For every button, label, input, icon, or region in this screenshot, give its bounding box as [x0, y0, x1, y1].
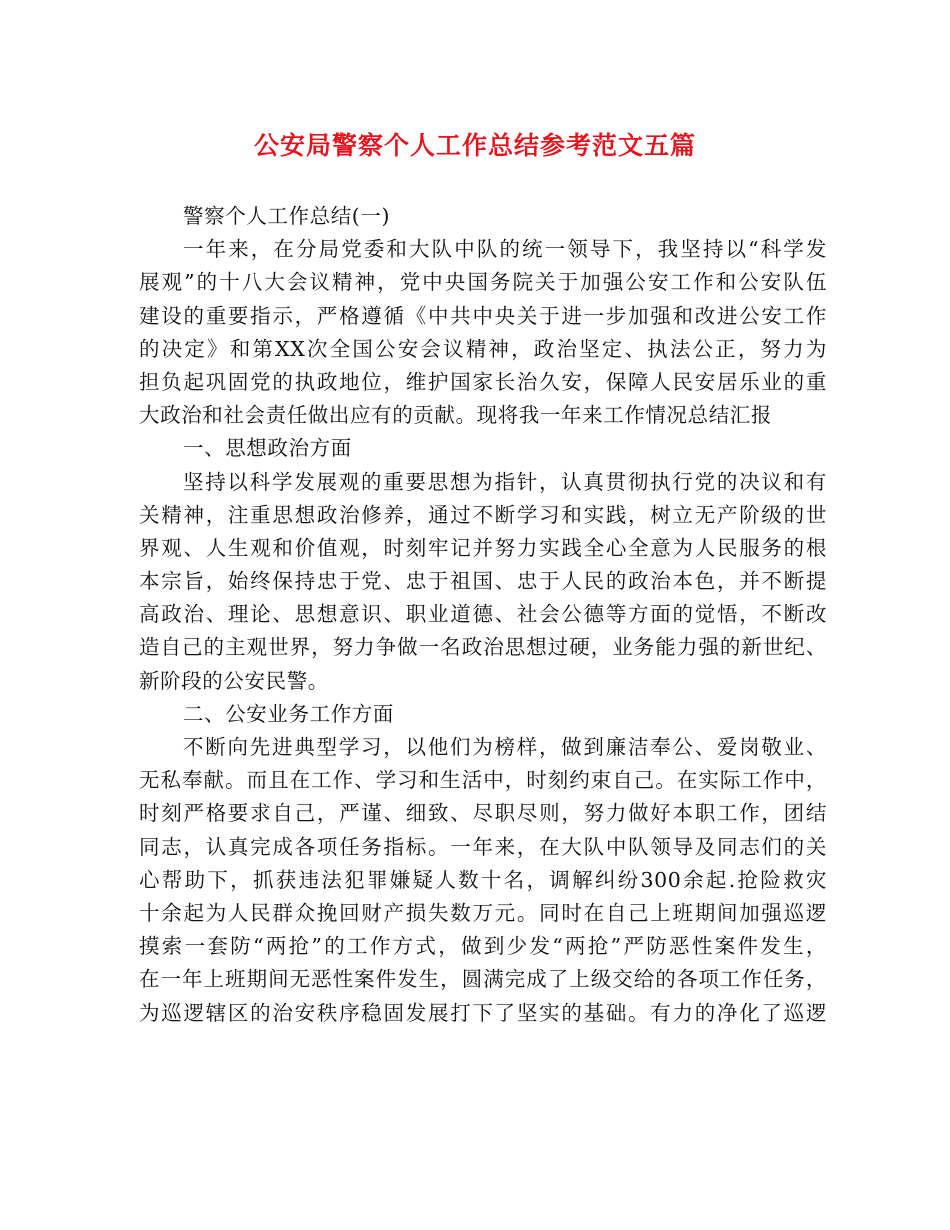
body-line: 摸索一套防“两抢”的工作方式，做到少发“两抢”严防恶性案件发生， — [139, 934, 827, 959]
body-line: 一年来，在分局党委和大队中队的统一领导下，我坚持以“科学发 — [183, 237, 827, 262]
body-line: 本宗旨，始终保持忠于党、忠于祖国、忠于人民的政治本色，并不断提 — [139, 569, 827, 594]
body-line: 高政治、理论、思想意识、职业道德、社会公德等方面的觉悟，不断改 — [139, 602, 827, 627]
document-body — [139, 200, 827, 1030]
body-line: 警察个人工作总结(一) — [183, 204, 391, 228]
document-title: 公安局警察个人工作总结参考范文五篇 — [253, 131, 696, 160]
body-line: 的决定》和第XX次全国公安会议精神，政治坚定、执法公正，努力为 — [139, 336, 827, 361]
body-line: 坚持以科学发展观的重要思想为指针，认真贯彻执行党的决议和有 — [183, 469, 827, 494]
body-line: 同志，认真完成各项任务指标。一年来，在大队中队领导及同志们的关 — [139, 834, 827, 859]
body-line: 为巡逻辖区的治安秩序稳固发展打下了坚实的基础。有力的净化了巡逻 — [139, 1000, 827, 1025]
body-line: 不断向先进典型学习，以他们为榜样，做到廉洁奉公、爱岗敬业、 — [183, 735, 827, 759]
body-line: 新阶段的公安民警。 — [139, 668, 329, 693]
body-line: 展观”的十八大会议精神，党中央国务院关于加强公安工作和公安队伍 — [139, 270, 827, 295]
body-line: 十余起为人民群众挽回财产损失数万元。同时在自己上班期间加强巡逻 — [139, 900, 827, 925]
body-line: 一、思想政治方面 — [183, 436, 352, 461]
body-line: 无私奉献。而且在工作、学习和生活中，时刻约束自己。在实际工作中， — [139, 768, 827, 793]
body-line: 大政治和社会责任做出应有的贡献。现将我一年来工作情况总结汇报 — [139, 403, 772, 428]
body-line: 关精神，注重思想政治修养，通过不断学习和实践，树立无产阶级的世 — [139, 502, 827, 527]
body-line: 建设的重要指示，严格遵循《中共中央关于进一步加强和改进公安工作 — [139, 303, 827, 328]
body-line: 心帮助下，抓获违法犯罪嫌疑人数十名，调解纠纷300余起.抢险救灾 — [139, 867, 827, 892]
body-line: 二、公安业务工作方面 — [183, 701, 394, 726]
body-line: 界观、人生观和价值观，时刻牢记并努力实践全心全意为人民服务的根 — [139, 535, 827, 560]
body-line: 时刻严格要求自己，严谨、细致、尽职尽则，努力做好本职工作，团结 — [139, 801, 827, 826]
body-line: 在一年上班期间无恶性案件发生，圆满完成了上级交给的各项工作任务， — [139, 967, 827, 992]
body-line: 担负起巩固党的执政地位，维护国家长治久安，保障人民安居乐业的重 — [139, 369, 827, 394]
body-line: 造自己的主观世界，努力争做一名政治思想过硬，业务能力强的新世纪、 — [139, 635, 827, 660]
